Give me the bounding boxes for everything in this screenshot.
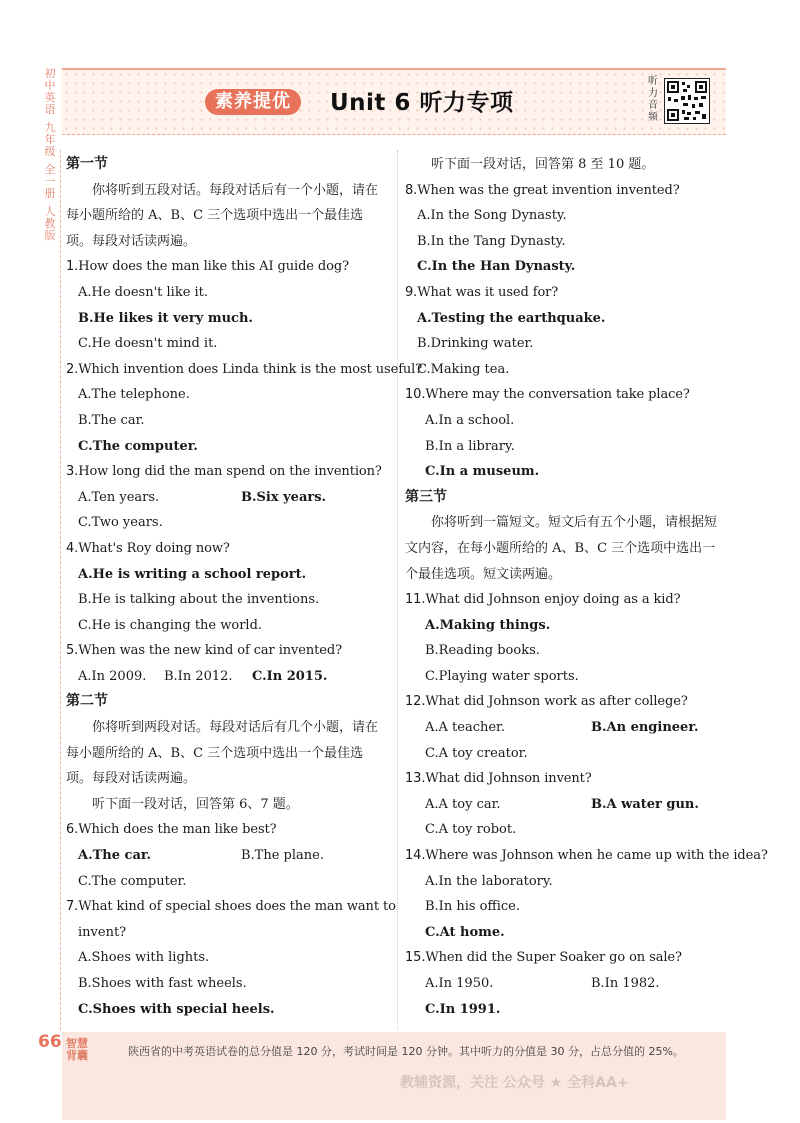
question-number: 14. — [405, 848, 426, 864]
option-row-13 — [405, 792, 727, 818]
qr-caption: 听力音频 — [648, 76, 658, 123]
question-text: What did Johnson work as after college? — [425, 694, 688, 710]
option-11c[interactable]: C.Playing water sports. — [425, 668, 579, 684]
option-row-3 — [66, 485, 388, 511]
side-edition: 人教版 — [44, 205, 56, 242]
watermark-text: 教辅资源，关注 公众号 ★ 全科AA+ — [400, 1075, 629, 1091]
question-text: What kind of special shoes does the man want to — [78, 899, 396, 915]
option-7c-answer[interactable]: C.Shoes with special heels. — [78, 1001, 275, 1017]
question-text: What did Johnson invent? — [425, 771, 592, 787]
footer-logo: 智慧背囊 — [66, 1037, 88, 1062]
question-text: Which does the man like best? — [78, 822, 277, 838]
question-number: 13. — [405, 771, 426, 787]
option-8a[interactable]: A.In the Song Dynasty. — [417, 208, 567, 224]
question-9 — [405, 280, 727, 306]
option-6b[interactable]: B.The plane. — [241, 848, 324, 864]
question-number: 8. — [405, 182, 418, 198]
footer-note: 陕西省的中考英语试卷的总分值是 120 分，考试时间是 120 分钟。其中听力的分值是 30 分，占总分值的 25%。 — [128, 1045, 684, 1058]
section-2-sub-instructions-2: 听下面一段对话，回答第 8 至 10 题。 — [431, 157, 655, 172]
qr-code-icon[interactable] — [664, 78, 710, 124]
option-8c-answer[interactable]: C.In the Han Dynasty. — [417, 259, 576, 275]
option-14c-answer[interactable]: C.At home. — [425, 924, 505, 940]
option-6a-answer[interactable]: A.The car. — [78, 848, 152, 864]
option-4a-answer[interactable]: A.He is writing a school report. — [78, 566, 307, 582]
option-7b[interactable]: B.Shoes with fast wheels. — [78, 976, 247, 991]
question-7-continued: invent? — [78, 924, 127, 940]
option-10a[interactable]: A.In a school. — [425, 412, 515, 428]
side-divider — [60, 150, 62, 1030]
question-number: 11. — [405, 592, 426, 608]
question-text: Which invention does Linda think is the most useful? — [78, 361, 423, 377]
section-1-title: 第一节 — [66, 156, 108, 172]
question-number: 9. — [405, 284, 418, 300]
side-subject: 初中英语 — [44, 67, 56, 116]
question-text: When did the Super Soaker go on sale? — [425, 950, 682, 966]
question-text: Where may the conversation take place? — [425, 387, 690, 403]
question-text: What was it used for? — [417, 284, 559, 300]
question-13 — [405, 766, 727, 792]
question-number: 4. — [66, 540, 79, 556]
section-badge: 素养提优 — [205, 89, 301, 115]
option-row-15 — [405, 971, 727, 997]
question-number: 5. — [66, 643, 79, 659]
question-number: 10. — [405, 387, 426, 403]
option-12a[interactable]: A.A teacher. — [425, 720, 505, 736]
option-12b-answer[interactable]: B.An engineer. — [591, 720, 699, 736]
option-2a[interactable]: A.The telephone. — [78, 387, 190, 403]
option-10c-answer[interactable]: C.In a museum. — [425, 464, 540, 480]
option-6c[interactable]: C.The computer. — [78, 873, 187, 889]
question-1 — [66, 254, 388, 280]
option-1a[interactable]: A.He doesn't like it. — [78, 284, 209, 300]
option-15a[interactable]: A.In 1950. — [425, 976, 494, 991]
option-5b[interactable]: B.In 2012. — [164, 668, 233, 684]
option-3a[interactable]: A.Ten years. — [78, 489, 160, 505]
option-1b-answer[interactable]: B.He likes it very much. — [78, 310, 253, 326]
question-text: When was the new kind of car invented? — [78, 643, 342, 659]
option-4c[interactable]: C.He is changing the world. — [78, 617, 263, 633]
option-15b[interactable]: B.In 1982. — [591, 976, 660, 991]
option-3c[interactable]: C.Two years. — [78, 515, 163, 531]
option-3b-answer[interactable]: B.Six years. — [241, 489, 327, 505]
option-11a-answer[interactable]: A.Making things. — [425, 617, 551, 633]
option-15c-answer[interactable]: C.In 1991. — [425, 1001, 501, 1017]
option-13a[interactable]: A.A toy car. — [425, 796, 501, 812]
question-text: What's Roy doing now? — [78, 540, 230, 556]
question-11 — [405, 587, 727, 613]
question-text: What did Johnson enjoy doing as a kid? — [425, 592, 681, 608]
option-5c-answer[interactable]: C.In 2015. — [252, 668, 328, 684]
option-row-5 — [66, 664, 388, 690]
question-15 — [405, 945, 727, 971]
option-5a[interactable]: A.In 2009. — [78, 668, 147, 684]
option-7a[interactable]: A.Shoes with lights. — [78, 950, 210, 966]
right-column — [405, 152, 768, 1022]
question-text: Where was Johnson when he came up with the idea? — [425, 848, 768, 864]
question-2 — [66, 357, 423, 383]
question-number: 3. — [66, 464, 79, 480]
option-9b[interactable]: B.Drinking water. — [417, 336, 534, 352]
option-2b[interactable]: B.The car. — [78, 412, 145, 428]
option-10b[interactable]: B.In a library. — [425, 438, 515, 454]
question-10 — [405, 382, 727, 408]
question-4 — [66, 536, 388, 562]
question-12 — [405, 689, 727, 715]
question-text: When was the great invention invented? — [417, 182, 680, 198]
side-label — [42, 68, 58, 248]
question-number: 1. — [66, 259, 79, 275]
side-volume: 全一册 — [44, 163, 56, 200]
option-12c[interactable]: C.A toy creator. — [425, 745, 528, 761]
option-9c[interactable]: C.Making tea. — [417, 361, 510, 377]
question-number: 6. — [66, 822, 79, 838]
option-13c[interactable]: C.A toy robot. — [425, 822, 517, 838]
question-text: How long did the man spend on the invention? — [78, 464, 382, 480]
option-1c[interactable]: C.He doesn't mind it. — [78, 336, 218, 352]
section-2-title: 第二节 — [66, 693, 108, 710]
question-text: How does the man like this AI guide dog? — [78, 259, 349, 275]
page-number: 66 — [38, 1032, 62, 1052]
question-number: 12. — [405, 694, 426, 710]
section-1-instructions: 你将听到五段对话。每段对话后有一个小题，请在每小题所给的 A、B、C 三个选项中选出一个最佳选项。每段对话读两遍。 — [66, 182, 379, 249]
option-row-6 — [66, 843, 388, 869]
option-14a[interactable]: A.In the laboratory. — [425, 873, 553, 889]
question-8 — [405, 178, 727, 204]
page-title: Unit 6 听力专项 — [330, 90, 514, 116]
question-number: 15. — [405, 950, 426, 966]
option-row-12 — [405, 715, 727, 741]
column-divider — [397, 150, 399, 1030]
section-3-instructions: 你将听到一篇短文。短文后有五个小题，请根据短文内容，在每小题所给的 A、B、C 三个选项中选出一个最佳选项。短文读两遍。 — [405, 515, 718, 582]
side-grade: 九年级 — [44, 121, 56, 158]
question-5 — [66, 638, 388, 664]
question-6 — [66, 817, 388, 843]
option-13b-answer[interactable]: B.A water gun. — [591, 796, 699, 812]
question-number: 7. — [66, 899, 79, 915]
section-2-sub-instructions-1: 听下面一段对话，回答第 6、7 题。 — [92, 796, 299, 812]
question-3 — [66, 459, 388, 485]
option-9a-answer[interactable]: A.Testing the earthquake. — [417, 310, 606, 326]
option-2c-answer[interactable]: C.The computer. — [78, 438, 198, 454]
question-14 — [405, 843, 768, 869]
option-4b[interactable]: B.He is talking about the inventions. — [78, 592, 320, 608]
option-8b[interactable]: B.In the Tang Dynasty. — [417, 233, 566, 249]
option-14b[interactable]: B.In his office. — [425, 899, 520, 915]
section-2-instructions: 你将听到两段对话。每段对话后有几个小题，请在每小题所给的 A、B、C 三个选项中选出一个最佳选项。每段对话读两遍。 — [66, 720, 379, 787]
question-number: 2. — [66, 361, 79, 377]
section-3-title: 第三节 — [405, 488, 447, 505]
option-11b[interactable]: B.Reading books. — [425, 643, 540, 659]
question-7 — [66, 894, 396, 920]
